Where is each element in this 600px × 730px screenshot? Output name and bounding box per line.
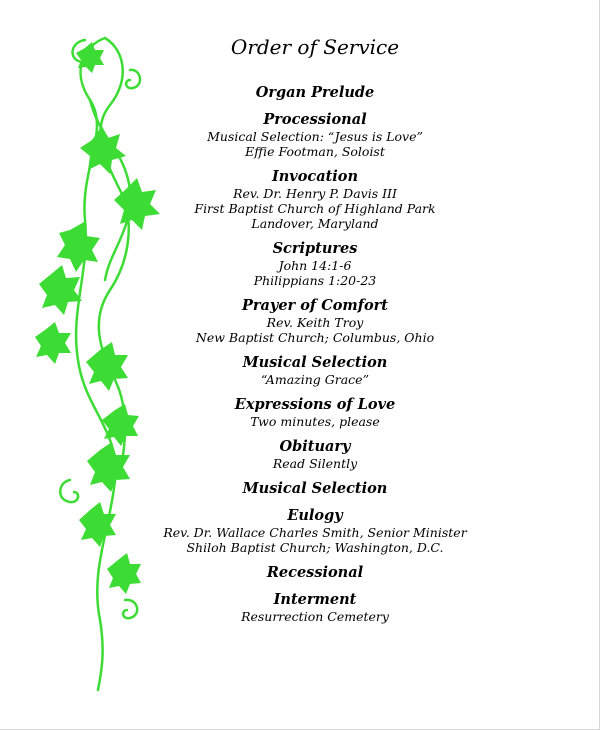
service-item (160, 438, 470, 471)
ivy-leaf (35, 322, 71, 364)
service-item (160, 84, 470, 102)
item-title: Recessional (266, 564, 364, 581)
service-item (160, 111, 470, 159)
ivy-leaf (86, 342, 128, 391)
item-detail: Musical Selection: “Jesus is Love” (207, 129, 423, 144)
service-item (160, 507, 470, 555)
item-detail: Shiloh Baptist Church; Washington, D.C. (186, 540, 444, 555)
ivy-vine-decoration (30, 30, 160, 695)
item-detail: John 14:1-6 (278, 258, 352, 273)
item-detail: Landover, Maryland (251, 216, 379, 231)
item-title: Prayer of Comfort (241, 297, 389, 314)
vine-tendril (126, 70, 140, 88)
page-title: Order of Service (230, 35, 400, 59)
item-title: Musical Selection (242, 480, 388, 497)
ivy-leaf (57, 222, 100, 272)
service-item (160, 297, 470, 345)
ivy-leaf (39, 265, 82, 315)
order-of-service (160, 34, 470, 630)
item-detail: Read Silently (272, 456, 358, 471)
item-title: Obituary (279, 438, 351, 455)
service-item (160, 168, 470, 231)
ivy-leaf (102, 404, 139, 446)
item-detail: New Baptist Church; Columbus, Ohio (195, 330, 435, 345)
item-title: Organ Prelude (255, 84, 375, 101)
item-title: Expressions of Love (234, 396, 396, 413)
ivy-leaf (80, 126, 126, 174)
vine-tendril (60, 480, 78, 502)
service-item (160, 591, 470, 624)
item-title: Eulogy (287, 507, 343, 524)
item-detail: Effie Footman, Soloist (245, 144, 385, 159)
ivy-leaf (114, 178, 160, 230)
vine-tendril (123, 600, 137, 618)
item-title: Interment (273, 591, 357, 608)
item-detail: Resurrection Cemetery (241, 609, 389, 624)
item-detail: Philippians 1:20-23 (253, 273, 377, 288)
item-title: Processional (263, 111, 367, 128)
ivy-leaf (107, 553, 141, 594)
service-item (160, 564, 470, 582)
item-detail: “Amazing Grace” (261, 372, 369, 387)
item-detail: Rev. Dr. Wallace Charles Smith, Senior Minister (163, 525, 467, 540)
service-item (160, 396, 470, 429)
item-title: Scriptures (272, 240, 358, 257)
item-title: Invocation (271, 168, 359, 185)
service-item (160, 480, 470, 498)
item-title: Musical Selection (242, 354, 388, 371)
item-detail: Two minutes, please (250, 414, 380, 429)
item-detail: First Baptist Church of Highland Park (194, 201, 436, 216)
service-item (160, 240, 470, 288)
service-item (160, 354, 470, 387)
item-detail: Rev. Dr. Henry P. Davis III (233, 186, 397, 201)
item-detail: Rev. Keith Troy (266, 315, 364, 330)
